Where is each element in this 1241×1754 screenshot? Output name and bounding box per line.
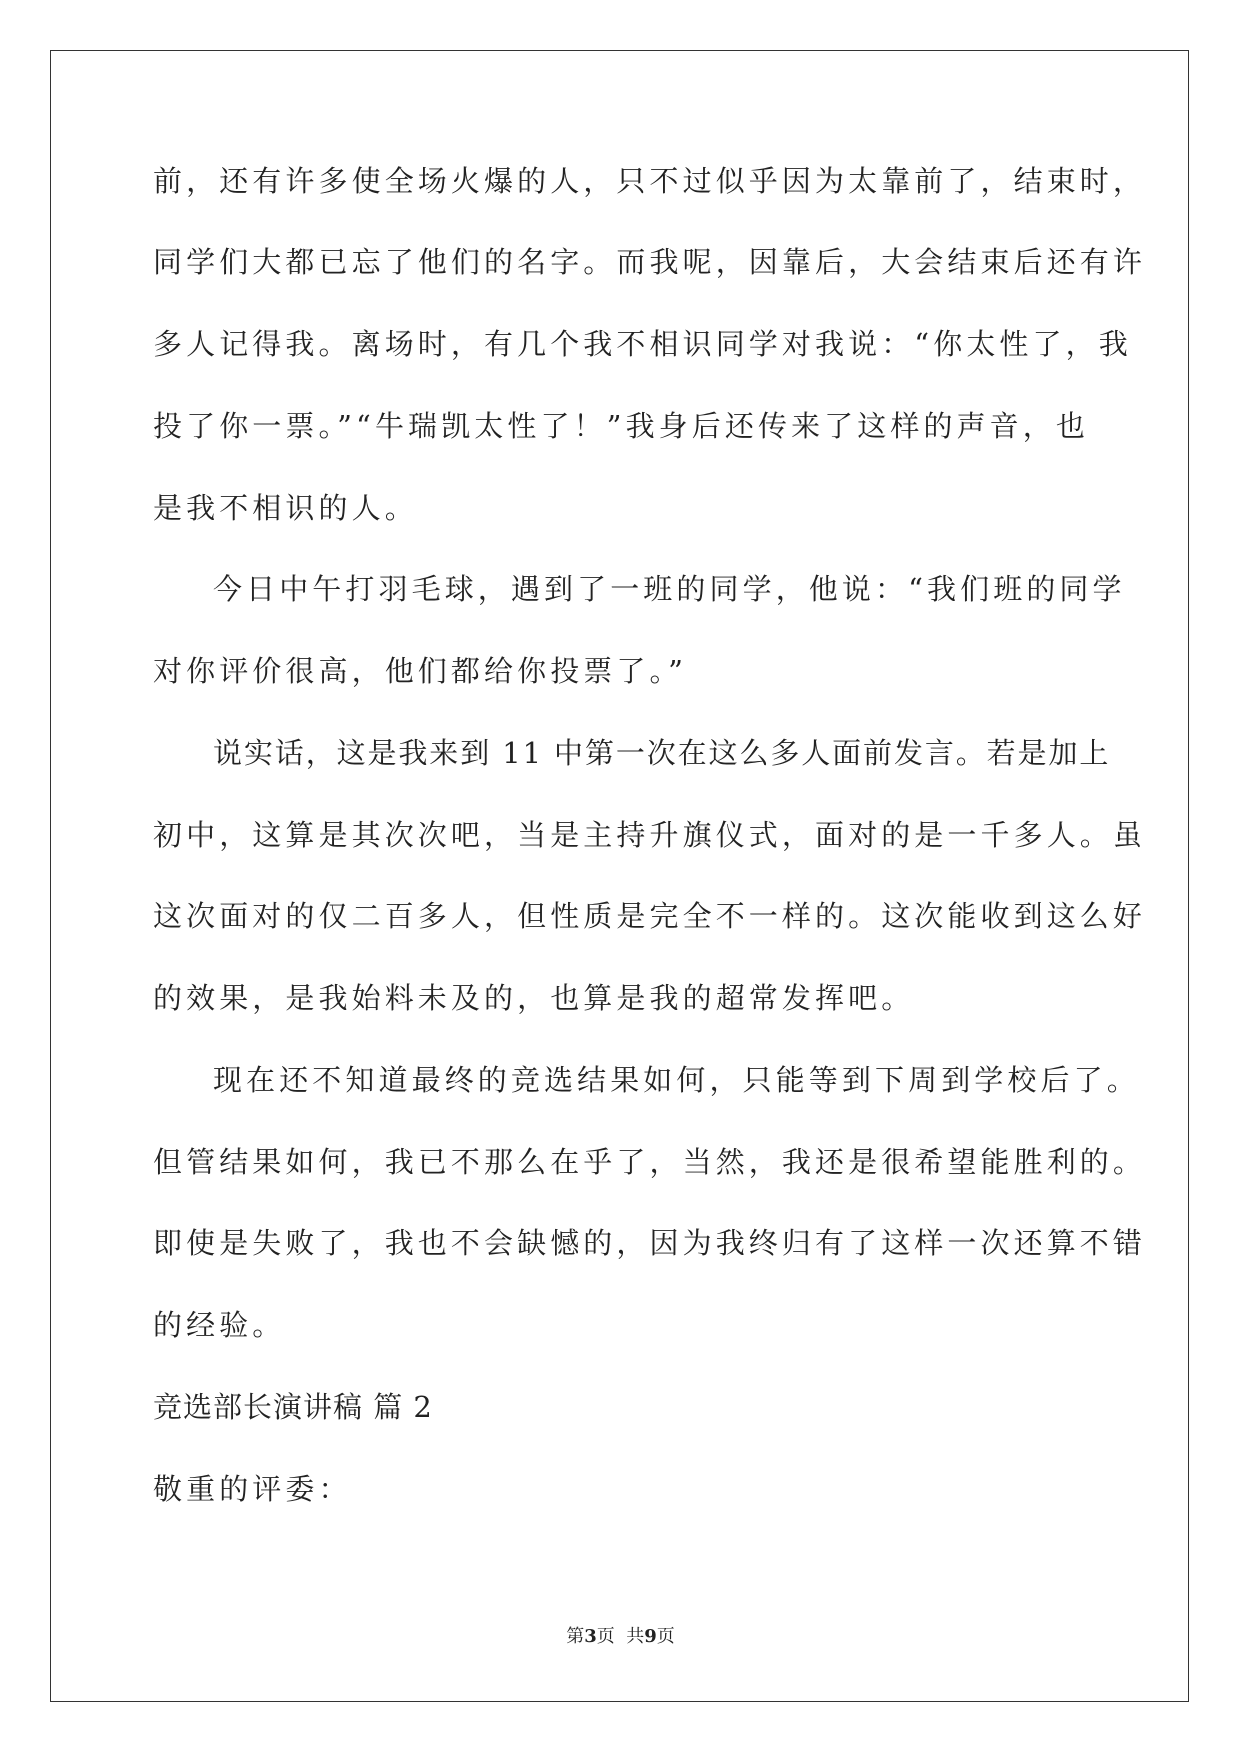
section-heading: 竞选部长演讲稿 篇 2 <box>153 1390 433 1424</box>
body-line-4: 投了你一票。”“牛瑞凯太性了！”我身后还传来了这样的声音，也 <box>153 409 1089 443</box>
salutation: 敬重的评委： <box>153 1472 352 1506</box>
page-footer <box>0 1628 1241 1646</box>
body-line-8: 说实话，这是我来到 11 中第一次在这么多人面前发言。若是加上 <box>213 736 1111 770</box>
body-line-3: 多人记得我。离场时，有几个我不相识同学对我说：“你太性了，我 <box>153 327 1132 361</box>
body-line-9: 初中，这算是其次次吧，当是主持升旗仪式，面对的是一千多人。虽 <box>153 818 1147 852</box>
body-line-11: 的效果，是我始料未及的，也算是我的超常发挥吧。 <box>153 981 915 1015</box>
footer-prefix: 第 <box>566 1626 585 1647</box>
body-line-6: 今日中午打羽毛球，遇到了一班的同学，他说：“我们班的同学 <box>213 572 1126 606</box>
footer-suffix: 页 <box>656 1626 675 1647</box>
body-line-10: 这次面对的仅二百多人，但性质是完全不一样的。这次能收到这么好 <box>153 899 1147 933</box>
body-line-2: 同学们大都已忘了他们的名字。而我呢，因靠后，大会结束后还有许 <box>153 245 1147 279</box>
body-line-13: 但管结果如何，我已不那么在乎了，当然，我还是很希望能胜利的。 <box>153 1145 1147 1179</box>
body-line-15: 的经验。 <box>153 1308 286 1342</box>
footer-total-pages: 9 <box>644 1626 657 1647</box>
body-line-12: 现在还不知道最终的竞选结果如何，只能等到下周到学校后了。 <box>213 1063 1140 1097</box>
footer-current-page: 3 <box>584 1626 597 1647</box>
body-line-7: 对你评价很高，他们都给你投票了。” <box>153 654 688 688</box>
body-line-14: 即使是失败了，我也不会缺憾的，因为我终归有了这样一次还算不错 <box>153 1226 1147 1260</box>
footer-middle: 页 共 <box>596 1626 645 1647</box>
body-line-1: 前，还有许多使全场火爆的人，只不过似乎因为太靠前了，结束时， <box>153 164 1147 198</box>
page-border <box>50 50 1189 1702</box>
body-line-5: 是我不相识的人。 <box>153 491 418 525</box>
